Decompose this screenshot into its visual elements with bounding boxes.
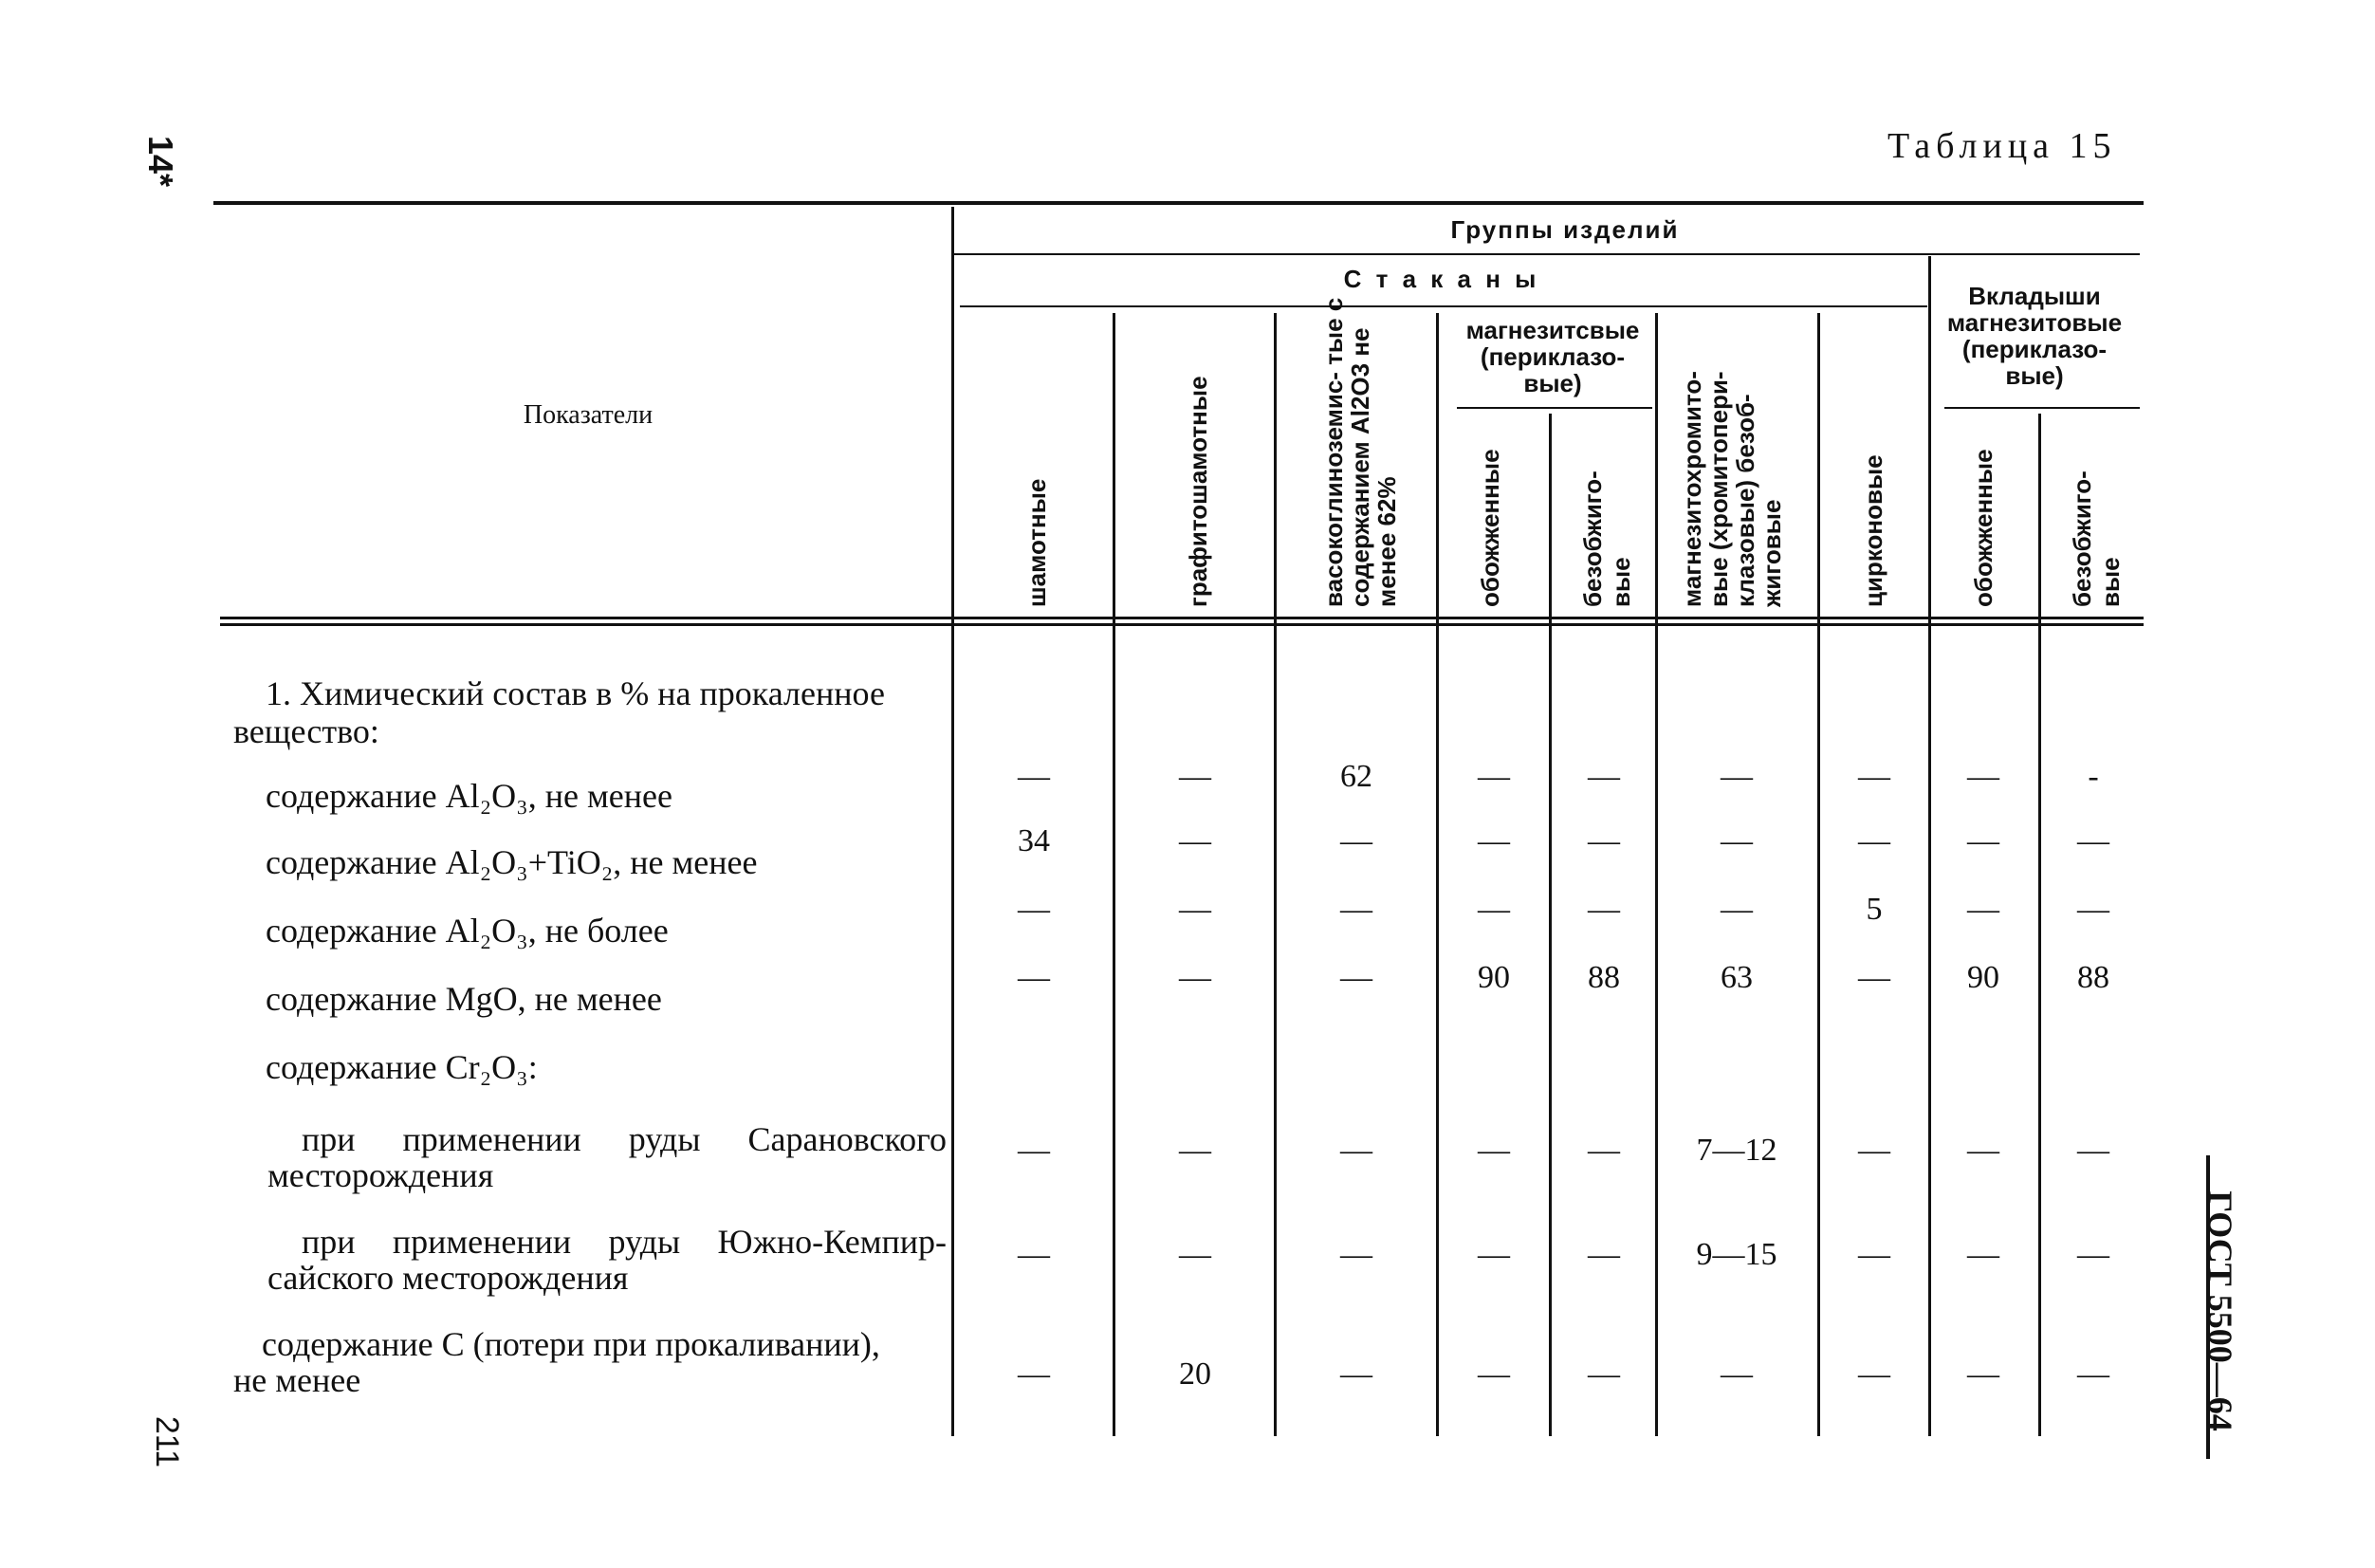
- cell-3-8: —: [2077, 892, 2109, 927]
- cell-3-2: —: [1340, 892, 1372, 927]
- col-header-magnezitokhromitovye: магнезитохромито- вые (хромитопери- клазовые) безоб- жиговые: [1678, 371, 1786, 607]
- row-label-7-cont: сайского месторождения: [267, 1259, 629, 1297]
- cell-8-7: —: [1967, 1356, 1999, 1392]
- cell-8-5: —: [1721, 1356, 1753, 1392]
- row-label-5: содержание Cr₂O₃:: [266, 1048, 538, 1086]
- cell-4-4: 88: [1588, 960, 1620, 995]
- col-rule-6: [1817, 313, 1820, 1436]
- cell-7-2: —: [1340, 1237, 1372, 1272]
- bottom-page-number: 211: [149, 1415, 185, 1468]
- col-rule-0: [951, 207, 954, 1436]
- stakany-header: С т а к а н ы: [1343, 265, 1540, 293]
- cell-4-3: 90: [1478, 960, 1510, 995]
- col-header-vysokoglinozemistye: васокоглиноземис- тые с содержанием Al2O3 не менее 62%: [1319, 297, 1401, 607]
- row-label-8-cont: не менее: [233, 1361, 361, 1399]
- row-label-3: содержание Al₂O₃, не более: [266, 912, 669, 950]
- cell-6-4: —: [1588, 1133, 1620, 1168]
- row-label-7: при применении руды Южно-Кемпир-: [302, 1223, 947, 1261]
- cell-6-5: 7—12: [1696, 1133, 1777, 1168]
- cell-3-0: —: [1018, 892, 1050, 927]
- table-title: Таблица 15: [1887, 126, 2117, 166]
- cell-2-0: 34: [1018, 823, 1050, 858]
- cell-2-1: —: [1179, 823, 1211, 858]
- col-header-obozhzhennye-2: обожженные: [1969, 449, 1998, 607]
- cell-1-1: —: [1179, 759, 1211, 794]
- cell-7-0: —: [1018, 1237, 1050, 1272]
- stakany-rule: [960, 305, 1927, 307]
- cell-8-6: —: [1858, 1356, 1890, 1392]
- vkladyshi-rule: [1944, 407, 2140, 409]
- cell-2-5: —: [1721, 823, 1753, 858]
- row-label-0-cont: вещество:: [233, 712, 379, 750]
- cell-8-8: —: [2077, 1356, 2109, 1392]
- cell-1-4: —: [1588, 759, 1620, 794]
- cell-7-8: —: [2077, 1237, 2109, 1272]
- cell-4-5: 63: [1721, 960, 1753, 995]
- indicators-header: Показатели: [523, 400, 654, 430]
- row-label-2: содержание Al₂O₃+TiO₂, не менее: [266, 843, 758, 881]
- cell-2-6: —: [1858, 823, 1890, 858]
- cell-3-4: —: [1588, 892, 1620, 927]
- cell-2-8: —: [2077, 823, 2109, 858]
- cell-1-5: —: [1721, 759, 1753, 794]
- header-bottom-rule-1: [220, 617, 2144, 619]
- cell-1-0: —: [1018, 759, 1050, 794]
- cell-1-8: -: [2088, 759, 2099, 794]
- cell-8-1: 20: [1179, 1356, 1211, 1392]
- cell-4-8: 88: [2077, 960, 2109, 995]
- magnezitovye-header: магнезитсвые (периклазо- вые): [1465, 316, 1640, 397]
- cell-6-2: —: [1340, 1133, 1372, 1168]
- cell-3-5: —: [1721, 892, 1753, 927]
- cell-8-0: —: [1018, 1356, 1050, 1392]
- cell-7-7: —: [1967, 1237, 1999, 1272]
- cell-1-6: —: [1858, 759, 1890, 794]
- cell-7-1: —: [1179, 1237, 1211, 1272]
- col-header-obozhzhennye-1: обожженные: [1476, 449, 1504, 607]
- col-header-bezobzhigovye-2: безобжиго- вые: [2068, 470, 2125, 607]
- vkladyshi-header: Вкладыши магнезитовые (периклазо- вые): [1946, 282, 2123, 390]
- cell-1-3: —: [1478, 759, 1510, 794]
- row-label-6: при применении руды Сарановского: [302, 1120, 947, 1158]
- cell-1-2: 62: [1340, 759, 1372, 794]
- cell-4-1: —: [1179, 960, 1211, 995]
- cell-6-6: —: [1858, 1133, 1890, 1168]
- col-header-tsirkonovye: цирконовые: [1859, 454, 1887, 607]
- col-rule-2: [1274, 313, 1277, 1436]
- row-label-0: 1. Химический состав в % на прокаленное: [266, 674, 885, 712]
- cell-8-3: —: [1478, 1356, 1510, 1392]
- cell-4-0: —: [1018, 960, 1050, 995]
- cell-4-6: —: [1858, 960, 1890, 995]
- cell-2-7: —: [1967, 823, 1999, 858]
- row-label-6-cont: месторождения: [267, 1156, 494, 1194]
- cell-6-7: —: [1967, 1133, 1999, 1168]
- cell-7-4: —: [1588, 1237, 1620, 1272]
- cell-3-6: 5: [1866, 892, 1883, 927]
- cell-4-7: 90: [1967, 960, 1999, 995]
- row-label-8: содержание С (потери при прокаливании),: [262, 1325, 880, 1363]
- cell-7-6: —: [1858, 1237, 1890, 1272]
- cell-8-2: —: [1340, 1356, 1372, 1392]
- cell-3-1: —: [1179, 892, 1211, 927]
- left-page-number: 14*: [141, 135, 180, 188]
- cell-7-3: —: [1478, 1237, 1510, 1272]
- col-rule-3: [1436, 313, 1439, 1436]
- magnezitovye-rule: [1457, 407, 1652, 409]
- cell-6-1: —: [1179, 1133, 1211, 1168]
- standard-label: ГОСТ 5500—64: [2201, 1190, 2239, 1431]
- cell-2-4: —: [1588, 823, 1620, 858]
- header-bottom-rule-2: [220, 623, 2144, 626]
- table-top-rule: [213, 201, 2144, 205]
- cell-3-3: —: [1478, 892, 1510, 927]
- cell-2-3: —: [1478, 823, 1510, 858]
- cell-1-7: —: [1967, 759, 1999, 794]
- cell-2-2: —: [1340, 823, 1372, 858]
- groups-header: Группы изделий: [1450, 215, 1680, 244]
- row-label-4: содержание MgO, не менее: [266, 980, 662, 1018]
- cell-6-3: —: [1478, 1133, 1510, 1168]
- groups-rule: [952, 253, 2140, 255]
- col-header-grafitoshamotnye: графитошамотные: [1184, 376, 1212, 607]
- row-label-1: содержание Al₂O₃, не менее: [266, 777, 672, 815]
- cell-6-8: —: [2077, 1133, 2109, 1168]
- col-header-bezobzhigovye-1: безобжиго- вые: [1578, 470, 1635, 607]
- cell-6-0: —: [1018, 1133, 1050, 1168]
- cell-7-5: 9—15: [1696, 1237, 1777, 1272]
- cell-8-4: —: [1588, 1356, 1620, 1392]
- cell-3-7: —: [1967, 892, 1999, 927]
- cell-4-2: —: [1340, 960, 1372, 995]
- col-rule-1: [1113, 313, 1115, 1436]
- col-header-shamotnye: шамотные: [1022, 478, 1051, 607]
